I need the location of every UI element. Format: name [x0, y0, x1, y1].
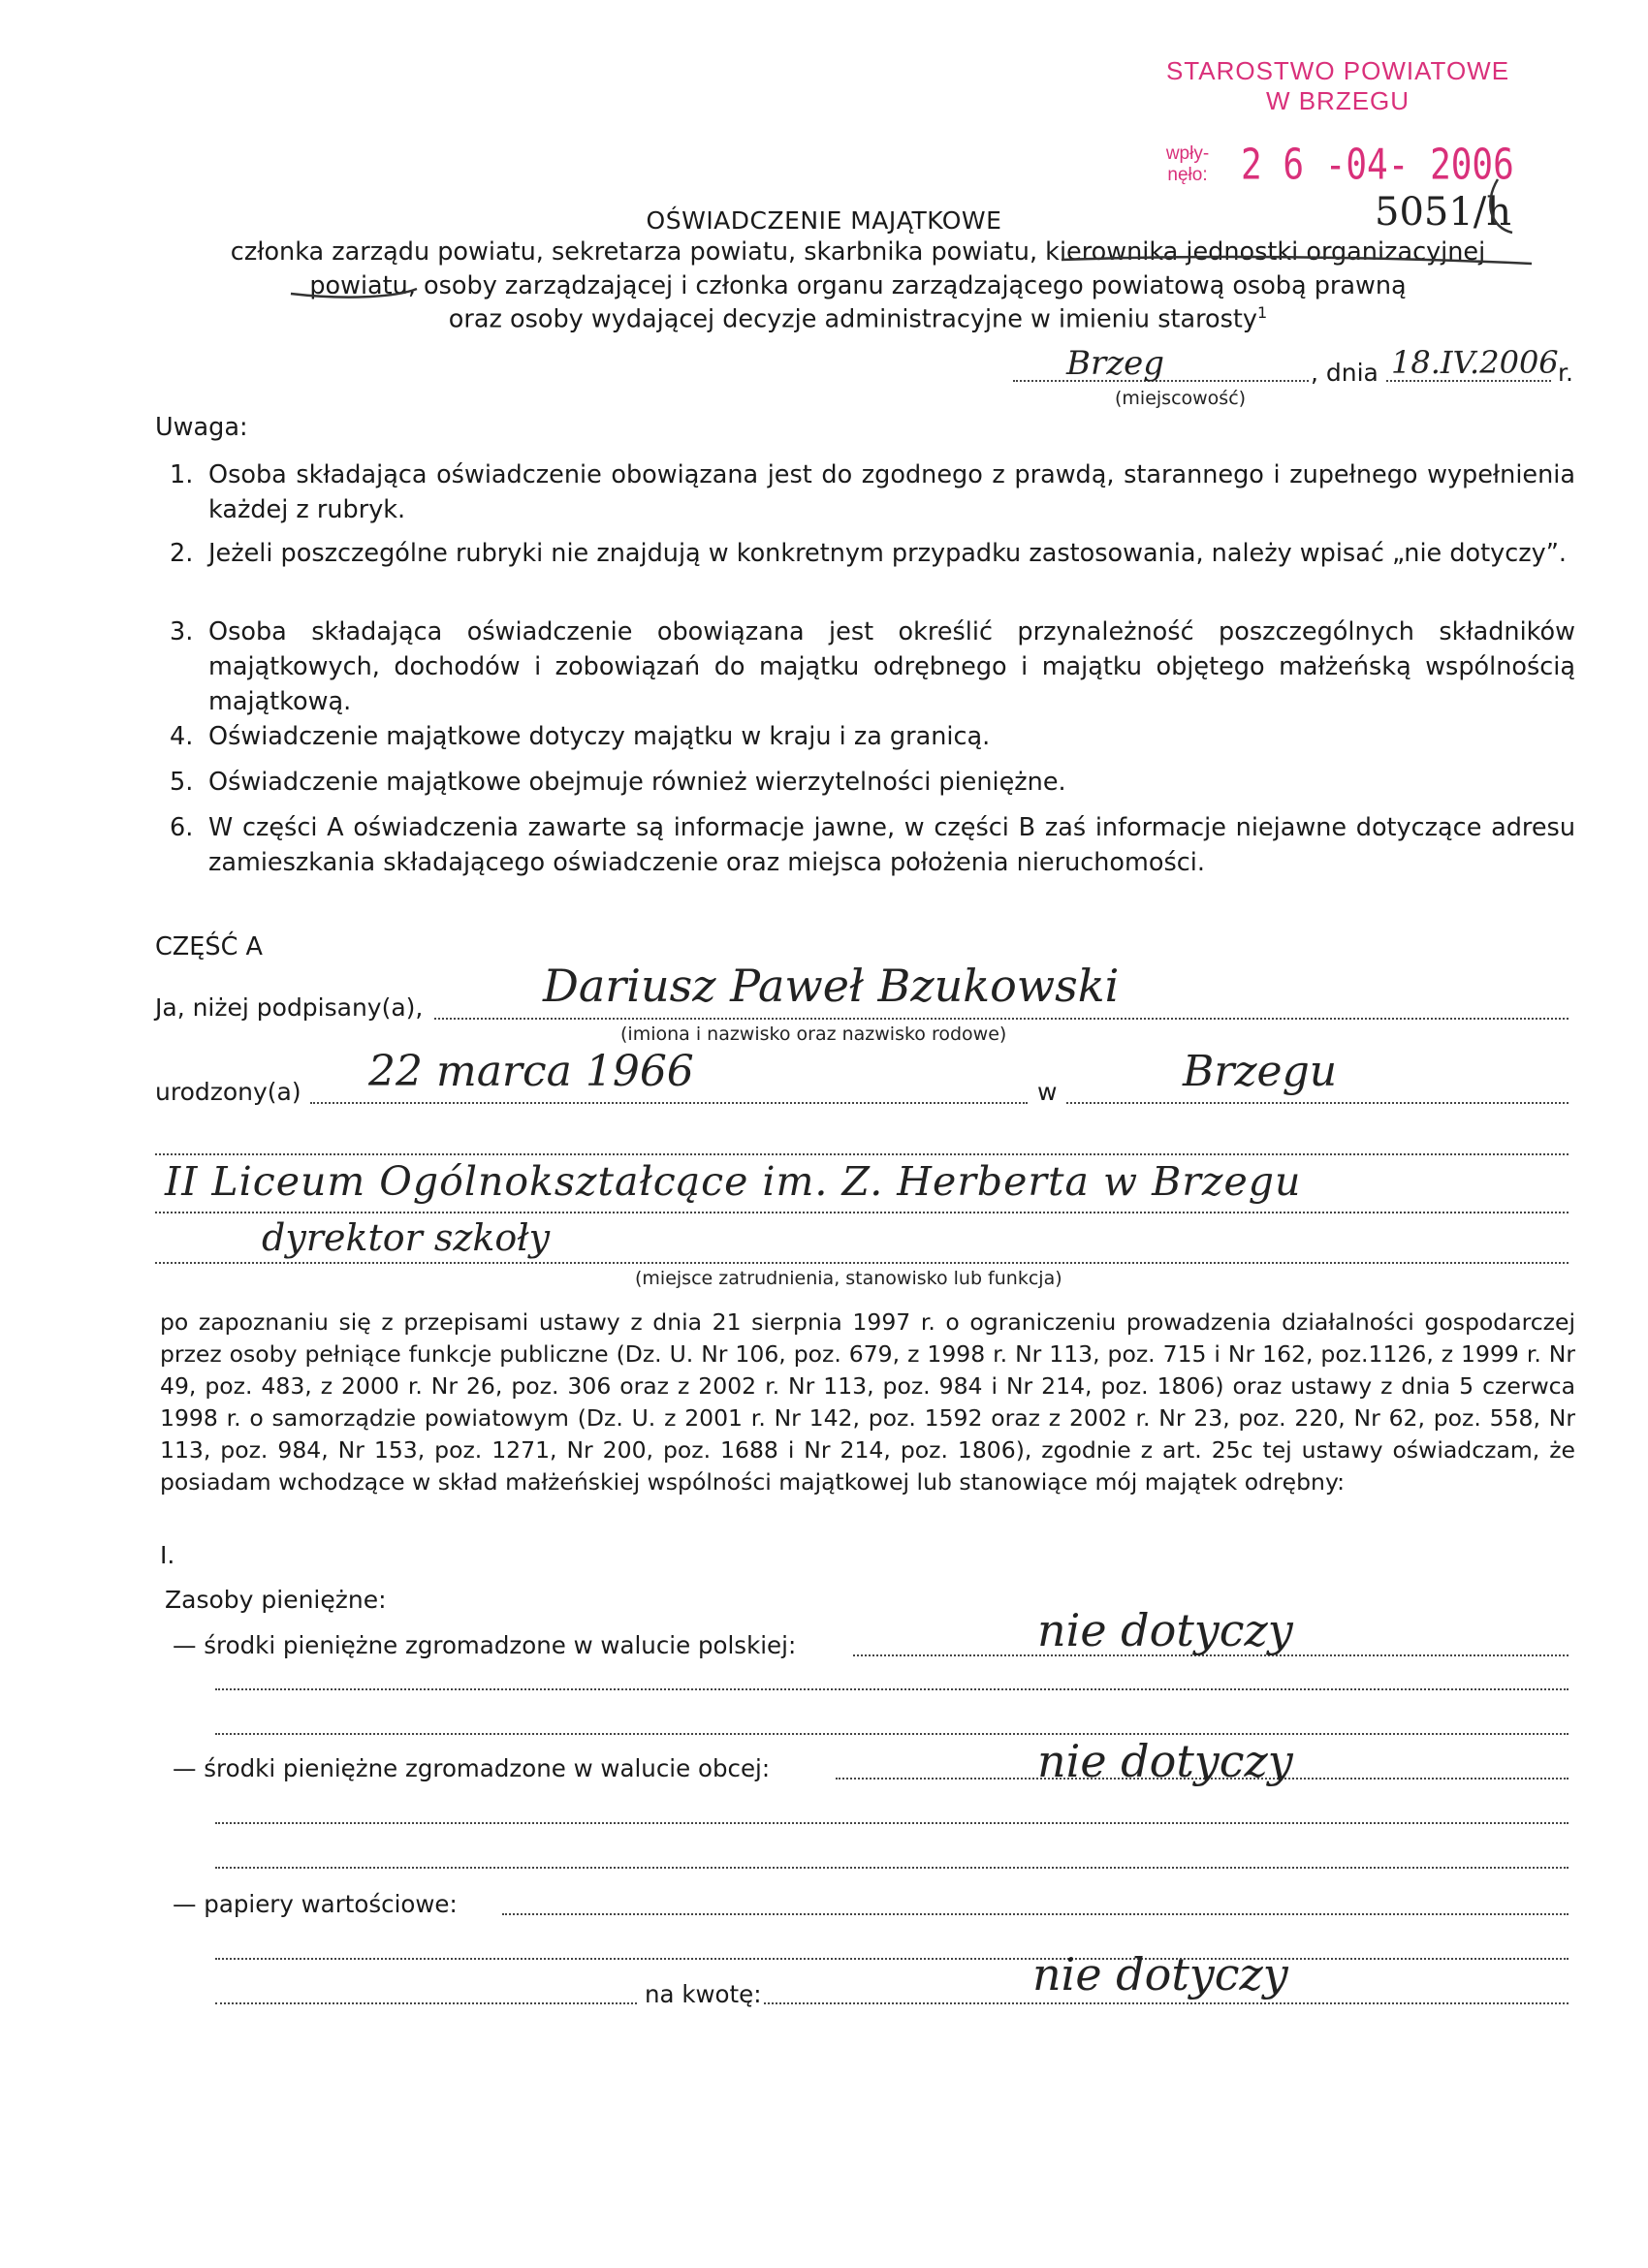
registration-number: 5051/h	[1375, 190, 1512, 235]
note-text: Oświadczenie majątkowe obejmuje również wierzytelności pieniężne.	[208, 768, 1066, 797]
note-number: 1.	[170, 460, 194, 489]
securities-dotted-line-1	[502, 1913, 1569, 1915]
stamp-line-2: W BRZEGU	[1265, 86, 1410, 115]
note-item	[170, 765, 1575, 800]
born-date: 22 marca 1966	[368, 1047, 694, 1096]
employment-dotted-line-1	[155, 1153, 1569, 1155]
pln-funds-value: nie dotyczy	[1037, 1604, 1293, 1656]
pln-dotted-line-2	[215, 1688, 1569, 1690]
born-place: Brzegu	[1183, 1047, 1338, 1096]
note-text: Oświadczenie majątkowe dotyczy majątku w kraju i za granicą.	[208, 722, 991, 751]
born-in-label: w	[1037, 1078, 1058, 1106]
note-number: 2.	[170, 539, 194, 568]
born-place-dotted-line	[1066, 1102, 1569, 1104]
amount-dotted-line	[764, 2002, 1569, 2004]
employment-line-1: II Liceum Ogólnokształcące im. Z. Herberta w Brzegu	[165, 1158, 1302, 1205]
pen-underline-marks	[0, 0, 1648, 349]
name-dotted-line	[434, 1018, 1569, 1020]
note-number: 4.	[170, 722, 194, 751]
date-value: 18.IV.2006	[1391, 344, 1559, 381]
stamp-date: 2 6 -04- 2006	[1241, 141, 1514, 190]
pln-dotted-line-3	[215, 1733, 1569, 1735]
note-item	[170, 536, 1575, 571]
place-caption: (miejscowość)	[1115, 388, 1247, 409]
stamp-received-label-2: nęło:	[1167, 165, 1208, 185]
date-label: , dnia	[1311, 359, 1379, 387]
note-item	[170, 614, 1575, 719]
title-line-1: członka zarządu powiatu, sekretarza powiatu, skarbnika powiatu, kierownika jednostki organizacyjnej	[230, 237, 1486, 267]
securities-label: — papiery wartościowe:	[173, 1890, 458, 1918]
part-a-heading: CZĘŚĆ A	[155, 932, 263, 961]
note-item	[170, 457, 1575, 527]
notes-heading: Uwaga:	[155, 413, 248, 442]
foreign-funds-value: nie dotyczy	[1037, 1735, 1293, 1787]
note-item	[170, 810, 1575, 880]
amount-label: na kwotę:	[645, 1980, 762, 2008]
employment-dotted-line-2	[155, 1212, 1569, 1213]
employment-caption: (miejsce zatrudnienia, stanowisko lub funkcja)	[635, 1268, 1062, 1289]
note-number: 3.	[170, 617, 194, 646]
born-label: urodzony(a)	[155, 1078, 301, 1106]
section-1-number: I.	[160, 1541, 175, 1569]
section-1-heading: Zasoby pieniężne:	[165, 1586, 387, 1614]
amount-value: nie dotyczy	[1032, 1948, 1288, 2000]
name-label: Ja, niżej podpisany(a),	[155, 993, 424, 1022]
foreign-dotted-line-2	[215, 1822, 1569, 1824]
note-number: 5.	[170, 768, 194, 797]
note-text: Jeżeli poszczególne rubryki nie znajdują w konkretnym przypadku zastosowania, należy wpisać „nie dotyczy”.	[208, 539, 1568, 568]
pln-funds-label: — środki pieniężne zgromadzone w walucie polskiej:	[173, 1631, 797, 1659]
note-text: W części A oświadczenia zawarte są informacje jawne, w części B zaś informacje niejawne dotyczące adresu zamieszkania składającego oświadczenie oraz miejsca położenia nieruchomości.	[208, 813, 1575, 877]
employment-line-2: dyrektor szkoły	[262, 1216, 551, 1259]
place-value: Brzeg	[1066, 344, 1165, 383]
securities-dotted-line-3	[215, 2002, 637, 2004]
note-number: 6.	[170, 813, 194, 842]
date-suffix: r.	[1558, 359, 1573, 387]
employment-dotted-line-3	[155, 1262, 1569, 1264]
title-line-2: powiatu, osoby zarządzającej i członka organu zarządzającego powiatową osobą prawną	[309, 271, 1407, 300]
born-date-dotted-line	[310, 1102, 1028, 1104]
foreign-dotted-line-3	[215, 1867, 1569, 1869]
name-caption: (imiona i nazwisko oraz nazwisko rodowe)	[620, 1024, 1007, 1045]
document-title: OŚWIADCZENIE MAJĄTKOWE	[646, 206, 1002, 235]
name-value: Dariusz Paweł Bzukowski	[543, 960, 1120, 1012]
securities-dotted-line-2	[215, 1958, 1569, 1960]
note-text: Osoba składająca oświadczenie obowiązana jest określić przynależność poszczególnych składników majątkowych, dochodów i zobowiązań do majątku odrębnego i majątku objętego małżeńską wspólnością majątkową.	[208, 617, 1575, 716]
note-item	[170, 719, 1575, 754]
title-line-3-text: oraz osoby wydającej decyzje administracyjne w imieniu starosty	[448, 304, 1258, 334]
stamp-received-label-1: wpły-	[1165, 143, 1210, 164]
title-footnote-mark: 1	[1257, 303, 1268, 322]
legal-basis-paragraph: po zapoznaniu się z przepisami ustawy z dnia 21 sierpnia 1997 r. o ograniczeniu prowadzenia działalności gospodarczej przez osoby pełniące funkcje publiczne (Dz. U. Nr 106, poz. 679, z 1998 r. Nr 113, poz. 715 i Nr 162, poz.1126, z 1999 r. Nr 49, poz. 483, z 2000 r. Nr 26, poz. 306 oraz z 2002 r. Nr 113, poz. 984 i Nr 214, poz. 1806) oraz ustawy z dnia 5 czerwca 1998 r. o samorządzie powiatowym (Dz. U. z 2001 r. Nr 142, poz. 1592 oraz z 2002 r. Nr 23, poz. 220, Nr 62, poz. 558, Nr 113, poz. 984, Nr 153, poz. 1271, Nr 200, poz. 1688 i Nr 214, poz. 1806), zgodnie z art. 25c tej ustawy oświadczam, że posiadam wchodzące w skład małżeńskiej wspólności majątkowej lub stanowiące mój majątek odrębny:	[160, 1308, 1575, 1496]
stamp-line-1: STAROSTWO POWIATOWE	[1165, 56, 1510, 85]
foreign-funds-label: — środki pieniężne zgromadzone w walucie obcej:	[173, 1754, 771, 1782]
note-text: Osoba składająca oświadczenie obowiązana jest do zgodnego z prawdą, starannego i zupełnego wypełnienia każdej z rubryk.	[208, 460, 1575, 524]
